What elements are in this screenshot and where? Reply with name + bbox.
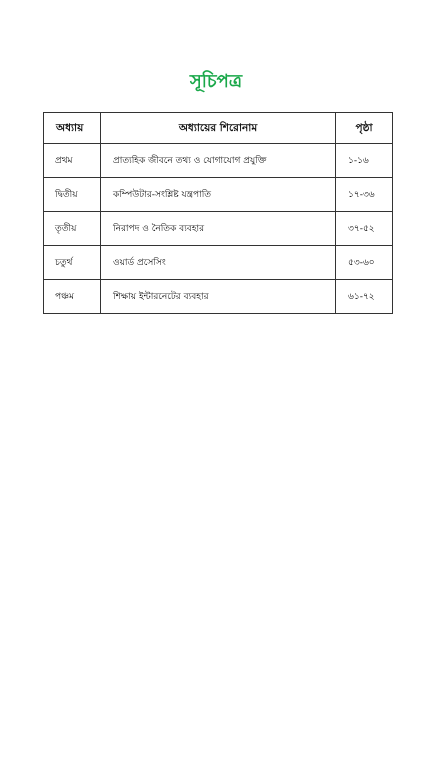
chapter-cell: প্রথম bbox=[44, 144, 101, 178]
chapter-cell: পঞ্চম bbox=[44, 280, 101, 314]
table-row bbox=[44, 144, 393, 178]
page-range-cell: ১-১৬ bbox=[336, 144, 393, 178]
chapter-title-cell: শিক্ষায় ইন্টারনেটের ব্যবহার bbox=[101, 280, 336, 314]
column-header-page: পৃষ্ঠা bbox=[336, 113, 393, 144]
table-row bbox=[44, 280, 393, 314]
chapter-title-cell: কম্পিউটার-সংশ্লিষ্ট যন্ত্রপাতি bbox=[101, 178, 336, 212]
table-row bbox=[44, 212, 393, 246]
column-header-title: অধ্যায়ের শিরোনাম bbox=[101, 113, 336, 144]
chapter-cell: তৃতীয় bbox=[44, 212, 101, 246]
page-range-cell: ১৭-৩৬ bbox=[336, 178, 393, 212]
column-header-chapter: অধ্যায় bbox=[44, 113, 101, 144]
chapter-cell: চতুর্থ bbox=[44, 246, 101, 280]
page-title: সূচিপত্র bbox=[189, 71, 243, 92]
chapter-title-cell: নিরাপদ ও নৈতিক ব্যবহার bbox=[101, 212, 336, 246]
page-range-cell: ৩৭-৫২ bbox=[336, 212, 393, 246]
chapter-title-cell: ওয়ার্ড প্রসেসিং bbox=[101, 246, 336, 280]
table-row bbox=[44, 178, 393, 212]
page-range-cell: ৫৩-৬০ bbox=[336, 246, 393, 280]
chapter-cell: দ্বিতীয় bbox=[44, 178, 101, 212]
table-row bbox=[44, 246, 393, 280]
table-header-row bbox=[44, 113, 393, 144]
chapter-title-cell: প্রাত্যহিক জীবনে তথ্য ও যোগাযোগ প্রযুক্তি bbox=[101, 144, 336, 178]
page-range-cell: ৬১-৭২ bbox=[336, 280, 393, 314]
table-of-contents bbox=[43, 112, 393, 314]
